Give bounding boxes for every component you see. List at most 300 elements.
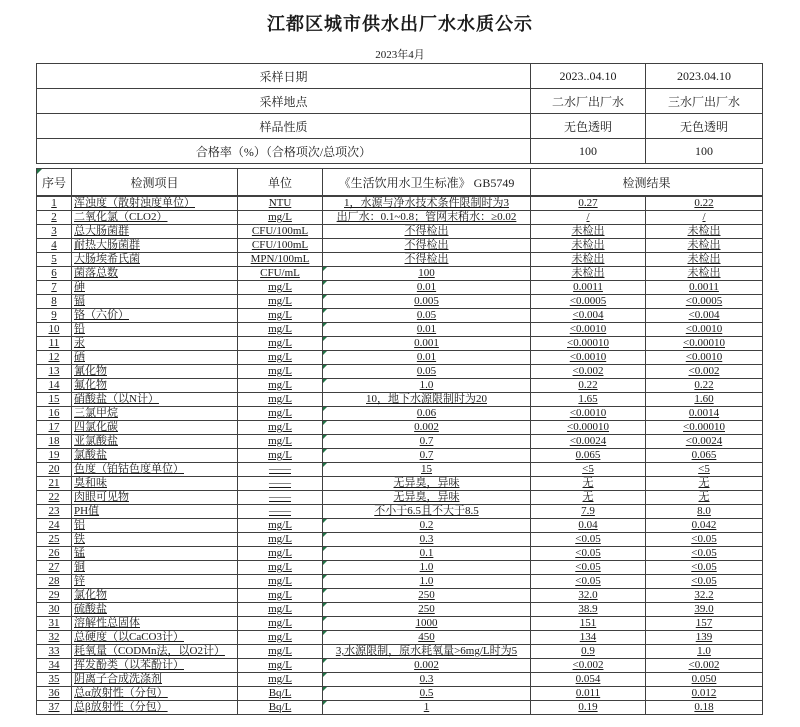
info-value-plant2: 二水厂出厂水 [531,89,646,114]
table-row [37,449,763,463]
row-no-cell: 21 [37,477,72,491]
item-name-cell: 耐热大肠菌群 [72,239,238,253]
item-name-cell: 砷 [72,281,238,295]
row-no-cell: 2 [37,211,72,225]
result-plant2-cell: / [531,211,646,225]
results-header-row [37,169,763,197]
unit-cell: mg/L [238,323,323,337]
info-value-plant2: 2023..04.10 [531,64,646,89]
table-row [37,435,763,449]
row-no-cell: 23 [37,505,72,519]
standard-cell: 0.01 [323,351,531,365]
unit-cell: mg/L [238,449,323,463]
item-name-cell: 四氯化碳 [72,421,238,435]
standard-cell: 15 [323,463,531,477]
cell-corner-flag-icon [323,435,327,439]
result-plant2-cell: <0.05 [531,547,646,561]
result-plant3-cell: <5 [646,463,763,477]
row-no-cell: 9 [37,309,72,323]
result-plant3-cell: 1.60 [646,393,763,407]
result-plant3-cell: 无 [646,477,763,491]
table-row [37,687,763,701]
unit-cell: mg/L [238,561,323,575]
header-standard: 《生活饮用水卫生标准》 GB5749 [323,169,531,197]
info-value-plant3: 2023.04.10 [646,64,763,89]
result-plant2-cell: 未检出 [531,239,646,253]
result-plant3-cell: / [646,211,763,225]
unit-cell: NTU [238,196,323,211]
cell-corner-flag-icon [323,687,327,691]
result-plant3-cell: 0.0014 [646,407,763,421]
item-name-cell: 汞 [72,337,238,351]
result-plant3-cell: <0.002 [646,365,763,379]
result-plant3-cell: <0.002 [646,659,763,673]
unit-cell: mg/L [238,421,323,435]
item-name-cell: 阴离子合成洗涤剂 [72,673,238,687]
standard-cell: 0.2 [323,519,531,533]
cell-corner-flag-icon [323,603,327,607]
result-plant3-cell: 8.0 [646,505,763,519]
row-no-cell: 12 [37,351,72,365]
cell-corner-flag-icon [323,561,327,565]
cell-corner-flag-icon [323,323,327,327]
standard-cell: 不得检出 [323,253,531,267]
item-name-cell: 硫酸盐 [72,603,238,617]
cell-corner-flag-icon [323,673,327,677]
cell-corner-flag-icon [323,309,327,313]
table-row [37,631,763,645]
item-name-cell: 耗氧量（CODMn法，以O2计） [72,645,238,659]
standard-cell: 出厂水：0.1~0.8；管网末稍水：≥0.02 [323,211,531,225]
row-no-cell: 34 [37,659,72,673]
unit-cell: CFU/100mL [238,225,323,239]
row-no-cell: 7 [37,281,72,295]
info-label: 合格率（%）（合格项次/总项次） [37,139,531,164]
result-plant2-cell: 0.27 [531,196,646,211]
item-name-cell: 菌落总数 [72,267,238,281]
table-row [37,589,763,603]
row-no-cell: 24 [37,519,72,533]
result-plant3-cell: 0.042 [646,519,763,533]
cell-corner-flag-icon [323,701,327,705]
unit-cell: mg/L [238,575,323,589]
cell-corner-flag-icon [323,267,327,271]
result-plant2-cell: <0.004 [531,309,646,323]
row-no-cell: 26 [37,547,72,561]
result-plant3-cell: 未检出 [646,239,763,253]
row-no-cell: 16 [37,407,72,421]
report-month: 2023年4月 [375,49,425,61]
item-name-cell: 硝酸盐（以N计） [72,393,238,407]
row-no-cell: 5 [37,253,72,267]
table-row [37,407,763,421]
result-plant3-cell: <0.0010 [646,351,763,365]
cell-corner-flag-icon [323,337,327,341]
result-plant3-cell: <0.05 [646,533,763,547]
result-plant3-cell: <0.0024 [646,435,763,449]
result-plant3-cell: <0.0010 [646,323,763,337]
item-name-cell: 锰 [72,547,238,561]
result-plant2-cell: <0.05 [531,575,646,589]
result-plant3-cell: <0.05 [646,561,763,575]
result-plant2-cell: 无 [531,477,646,491]
table-row [37,211,763,225]
result-plant2-cell: 0.9 [531,645,646,659]
item-name-cell: 总硬度（以CaCO3计） [72,631,238,645]
row-no-cell: 10 [37,323,72,337]
table-row [37,351,763,365]
unit-cell: mg/L [238,365,323,379]
result-plant2-cell: 151 [531,617,646,631]
cell-corner-flag-icon [37,169,42,174]
standard-cell: 450 [323,631,531,645]
unit-cell: mg/L [238,589,323,603]
result-plant2-cell: 0.22 [531,379,646,393]
row-no-cell: 29 [37,589,72,603]
result-plant2-cell: 134 [531,631,646,645]
unit-cell: mg/L [238,281,323,295]
unit-cell: mg/L [238,533,323,547]
table-row [37,603,763,617]
table-row [37,617,763,631]
header-result: 检测结果 [531,169,763,197]
item-name-cell: 镉 [72,295,238,309]
result-plant2-cell: <0.05 [531,561,646,575]
result-plant2-cell: <0.0010 [531,323,646,337]
result-plant3-cell: 0.065 [646,449,763,463]
cell-corner-flag-icon [323,589,327,593]
row-no-cell: 15 [37,393,72,407]
cell-corner-flag-icon [323,575,327,579]
table-row [37,323,763,337]
info-value-plant3: 无色透明 [646,114,763,139]
standard-cell: 1.0 [323,379,531,393]
header-unit: 单位 [238,169,323,197]
unit-cell: —— [238,463,323,477]
table-row [37,645,763,659]
standard-cell: 1，水源与净水技术条件限制时为3 [323,196,531,211]
item-name-cell: 浑浊度（散射浊度单位） [72,196,238,211]
row-no-cell: 31 [37,617,72,631]
info-row-sample-nature [37,114,763,139]
item-name-cell: 铁 [72,533,238,547]
result-plant3-cell: 0.012 [646,687,763,701]
row-no-cell: 25 [37,533,72,547]
table-row [37,491,763,505]
result-plant2-cell: <0.0010 [531,407,646,421]
standard-cell: 0.3 [323,533,531,547]
item-name-cell: 氯化物 [72,589,238,603]
table-row [37,365,763,379]
table-row [37,561,763,575]
row-no-cell: 3 [37,225,72,239]
result-plant3-cell: <0.00010 [646,337,763,351]
standard-cell: 无异臭，异味 [323,491,531,505]
item-name-cell: 氰化物 [72,365,238,379]
cell-corner-flag-icon [323,449,327,453]
item-name-cell: 色度（铂钴色度单位） [72,463,238,477]
standard-cell: 0.01 [323,323,531,337]
table-row [37,337,763,351]
info-row-sampling-location [37,89,763,114]
standard-cell: 0.002 [323,659,531,673]
row-no-cell: 8 [37,295,72,309]
standard-cell: 0.3 [323,673,531,687]
unit-cell: —— [238,505,323,519]
unit-cell: mg/L [238,351,323,365]
row-no-cell: 35 [37,673,72,687]
standard-cell: 1 [323,701,531,715]
cell-corner-flag-icon [323,407,327,411]
result-plant2-cell: <0.05 [531,533,646,547]
item-name-cell: 铝 [72,519,238,533]
page-title: 江都区城市供水出厂水水质公示 [267,14,533,34]
info-value-plant3: 100 [646,139,763,164]
table-row [37,547,763,561]
result-plant3-cell: 0.22 [646,196,763,211]
result-plant3-cell: <0.0005 [646,295,763,309]
info-label: 样品性质 [37,114,531,139]
table-row [37,659,763,673]
info-value-plant2: 无色透明 [531,114,646,139]
cell-corner-flag-icon [323,463,327,467]
unit-cell: mg/L [238,547,323,561]
result-plant3-cell: 139 [646,631,763,645]
row-no-cell: 14 [37,379,72,393]
table-row [37,673,763,687]
unit-cell: mg/L [238,645,323,659]
result-plant2-cell: 0.04 [531,519,646,533]
row-no-cell: 30 [37,603,72,617]
result-plant2-cell: 0.054 [531,673,646,687]
result-plant3-cell: 未检出 [646,225,763,239]
result-plant3-cell: 39.0 [646,603,763,617]
standard-cell: 0.002 [323,421,531,435]
standard-cell: 无异臭，异味 [323,477,531,491]
cell-corner-flag-icon [323,617,327,621]
table-row [37,379,763,393]
item-name-cell: 挥发酚类（以苯酚计） [72,659,238,673]
unit-cell: —— [238,477,323,491]
result-plant3-cell: 157 [646,617,763,631]
standard-cell: 100 [323,267,531,281]
item-name-cell: 溶解性总固体 [72,617,238,631]
result-plant2-cell: 未检出 [531,225,646,239]
sampling-info-table [36,63,763,164]
standard-cell: 0.06 [323,407,531,421]
row-no-cell: 1 [37,196,72,211]
cell-corner-flag-icon [323,379,327,383]
result-plant2-cell: <0.002 [531,659,646,673]
unit-cell: mg/L [238,435,323,449]
standard-cell: 不小于6.5且不大于8.5 [323,505,531,519]
item-name-cell: 大肠埃希氏菌 [72,253,238,267]
row-no-cell: 4 [37,239,72,253]
row-no-cell: 13 [37,365,72,379]
unit-cell: mg/L [238,519,323,533]
unit-cell: mg/L [238,603,323,617]
item-name-cell: PH值 [72,505,238,519]
standard-cell: 1.0 [323,561,531,575]
result-plant2-cell: <0.0024 [531,435,646,449]
unit-cell: mg/L [238,295,323,309]
cell-corner-flag-icon [323,365,327,369]
item-name-cell: 总β放射性（分包） [72,701,238,715]
result-plant2-cell: 0.011 [531,687,646,701]
unit-cell: mg/L [238,379,323,393]
result-plant3-cell: 1.0 [646,645,763,659]
info-value-plant2: 100 [531,139,646,164]
unit-cell: mg/L [238,337,323,351]
cell-corner-flag-icon [323,421,327,425]
row-no-cell: 11 [37,337,72,351]
table-row [37,701,763,715]
item-name-cell: 铅 [72,323,238,337]
row-no-cell: 19 [37,449,72,463]
unit-cell: CFU/mL [238,267,323,281]
result-plant3-cell: 32.2 [646,589,763,603]
result-plant2-cell: 0.0011 [531,281,646,295]
result-plant3-cell: <0.05 [646,575,763,589]
table-row [37,225,763,239]
table-row [37,295,763,309]
row-no-cell: 27 [37,561,72,575]
result-plant2-cell: 38.9 [531,603,646,617]
cell-corner-flag-icon [323,547,327,551]
item-name-cell: 二氧化氯（CLO2） [72,211,238,225]
result-plant2-cell: 0.19 [531,701,646,715]
unit-cell: CFU/100mL [238,239,323,253]
row-no-cell: 32 [37,631,72,645]
cell-corner-flag-icon [323,659,327,663]
item-name-cell: 三氯甲烷 [72,407,238,421]
cell-corner-flag-icon [323,281,327,285]
table-row [37,533,763,547]
row-no-cell: 33 [37,645,72,659]
unit-cell: mg/L [238,393,323,407]
result-plant3-cell: 0.0011 [646,281,763,295]
standard-cell: 0.7 [323,449,531,463]
unit-cell: mg/L [238,309,323,323]
result-plant2-cell: 7.9 [531,505,646,519]
item-name-cell: 硒 [72,351,238,365]
row-no-cell: 37 [37,701,72,715]
header-item: 检测项目 [72,169,238,197]
result-plant3-cell: 0.22 [646,379,763,393]
result-plant2-cell: <0.00010 [531,337,646,351]
result-plant2-cell: 无 [531,491,646,505]
result-plant2-cell: <0.0010 [531,351,646,365]
item-name-cell: 总α放射性（分包） [72,687,238,701]
row-no-cell: 6 [37,267,72,281]
table-row [37,309,763,323]
standard-cell: 250 [323,589,531,603]
info-value-plant3: 三水厂出厂水 [646,89,763,114]
item-name-cell: 氟化物 [72,379,238,393]
item-name-cell: 臭和味 [72,477,238,491]
result-plant2-cell: <0.0005 [531,295,646,309]
item-name-cell: 铜 [72,561,238,575]
standard-cell: 0.005 [323,295,531,309]
row-no-cell: 28 [37,575,72,589]
result-plant2-cell: 0.065 [531,449,646,463]
unit-cell: mg/L [238,631,323,645]
table-row [37,477,763,491]
table-row [37,505,763,519]
info-row-sampling-date [37,64,763,89]
info-label: 采样地点 [37,89,531,114]
standard-cell: 250 [323,603,531,617]
standard-cell: 10，地下水源限制时为20 [323,393,531,407]
item-name-cell: 总大肠菌群 [72,225,238,239]
row-no-cell: 17 [37,421,72,435]
standard-cell: 不得检出 [323,225,531,239]
result-plant3-cell: <0.00010 [646,421,763,435]
result-plant2-cell: 1.65 [531,393,646,407]
standard-cell: 1.0 [323,575,531,589]
standard-cell: 0.7 [323,435,531,449]
result-plant3-cell: 无 [646,491,763,505]
results-body [37,196,763,715]
standard-cell: 0.001 [323,337,531,351]
unit-cell: mg/L [238,659,323,673]
info-row-pass-rate [37,139,763,164]
table-row [37,575,763,589]
unit-cell: —— [238,491,323,505]
result-plant2-cell: <0.00010 [531,421,646,435]
result-plant3-cell: 0.18 [646,701,763,715]
result-plant2-cell: 32.0 [531,589,646,603]
result-plant2-cell: 未检出 [531,267,646,281]
unit-cell: mg/L [238,617,323,631]
standard-cell: 0.05 [323,309,531,323]
table-row [37,267,763,281]
result-plant3-cell: 未检出 [646,267,763,281]
table-row [37,281,763,295]
table-row [37,519,763,533]
row-no-cell: 20 [37,463,72,477]
results-table [36,168,763,715]
standard-cell: 0.5 [323,687,531,701]
item-name-cell: 锌 [72,575,238,589]
result-plant3-cell: <0.05 [646,547,763,561]
standard-cell: 0.1 [323,547,531,561]
unit-cell: mg/L [238,673,323,687]
table-row [37,196,763,211]
result-plant2-cell: <0.002 [531,365,646,379]
item-name-cell: 亚氯酸盐 [72,435,238,449]
item-name-cell: 肉眼可见物 [72,491,238,505]
item-name-cell: 铬（六价） [72,309,238,323]
cell-corner-flag-icon [323,295,327,299]
unit-cell: mg/L [238,407,323,421]
unit-cell: Bq/L [238,701,323,715]
row-no-cell: 22 [37,491,72,505]
table-row [37,393,763,407]
table-row [37,253,763,267]
cell-corner-flag-icon [323,533,327,537]
result-plant3-cell: 未检出 [646,253,763,267]
result-plant2-cell: 未检出 [531,253,646,267]
result-plant3-cell: 0.050 [646,673,763,687]
info-label: 采样日期 [37,64,531,89]
unit-cell: Bq/L [238,687,323,701]
row-no-cell: 36 [37,687,72,701]
table-row [37,421,763,435]
result-plant2-cell: <5 [531,463,646,477]
cell-corner-flag-icon [323,631,327,635]
unit-cell: MPN/100mL [238,253,323,267]
